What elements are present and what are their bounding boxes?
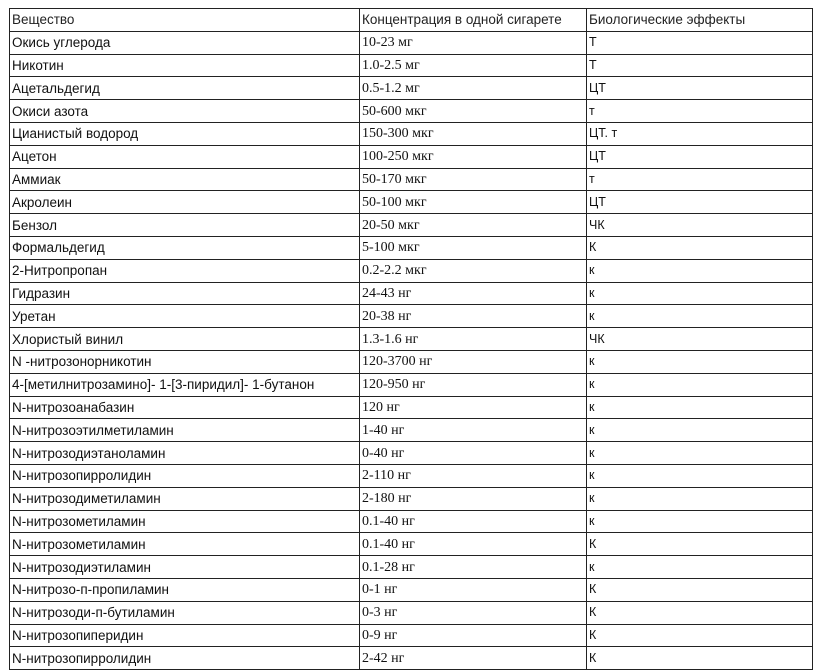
header-concentration: Концентрация в одной сигарете — [360, 9, 587, 32]
cell-concentration: 2-110 нг — [360, 464, 587, 487]
table-row — [10, 464, 813, 487]
cell-effect: к — [587, 305, 813, 328]
cell-effect: к — [587, 396, 813, 419]
cell-substance: N-нитрозоэтилметиламин — [10, 419, 360, 442]
cell-concentration: 0-40 нг — [360, 442, 587, 465]
cell-substance: 2-Нитропропан — [10, 259, 360, 282]
cell-substance: N-нитрозопиперидин — [10, 624, 360, 647]
cell-substance: N-нитрозодиметиламин — [10, 487, 360, 510]
cell-effect: К — [587, 624, 813, 647]
cell-concentration: 5-100 мкг — [360, 236, 587, 259]
cell-effect: К — [587, 533, 813, 556]
cell-substance: N-нитрозо-п-пропиламин — [10, 578, 360, 601]
table-row — [10, 487, 813, 510]
cell-concentration: 120 нг — [360, 396, 587, 419]
table-row — [10, 259, 813, 282]
cell-effect: т — [587, 100, 813, 123]
cell-substance: Формальдегид — [10, 236, 360, 259]
cell-substance: N-нитрозодиэтаноламин — [10, 442, 360, 465]
cell-concentration: 0.1-40 нг — [360, 533, 587, 556]
cell-concentration: 100-250 мкг — [360, 145, 587, 168]
cell-effect: к — [587, 442, 813, 465]
cell-substance: Ацетон — [10, 145, 360, 168]
cell-effect: к — [587, 487, 813, 510]
cell-effect: К — [587, 578, 813, 601]
cell-concentration: 0-9 нг — [360, 624, 587, 647]
substances-table-container — [9, 8, 813, 670]
cell-effect: К — [587, 647, 813, 670]
cell-concentration: 150-300 мкг — [360, 122, 587, 145]
table-row — [10, 54, 813, 77]
table-row — [10, 350, 813, 373]
cell-substance: N-нитрозометиламин — [10, 533, 360, 556]
cell-effect: Т — [587, 54, 813, 77]
table-header-row — [10, 9, 813, 32]
table-row — [10, 122, 813, 145]
cell-concentration: 120-3700 нг — [360, 350, 587, 373]
table-row — [10, 556, 813, 579]
cell-effect: к — [587, 419, 813, 442]
cell-effect: т — [587, 168, 813, 191]
cell-concentration: 0.2-2.2 мкг — [360, 259, 587, 282]
cell-substance: Окись углерода — [10, 31, 360, 54]
cell-concentration: 0-1 нг — [360, 578, 587, 601]
cell-effect: к — [587, 556, 813, 579]
header-biological-effects: Биологические эффекты — [587, 9, 813, 32]
cell-effect: Т — [587, 31, 813, 54]
table-row — [10, 31, 813, 54]
table-row — [10, 191, 813, 214]
table-row — [10, 282, 813, 305]
table-row — [10, 601, 813, 624]
table-row — [10, 214, 813, 237]
table-row — [10, 168, 813, 191]
cell-effect: к — [587, 282, 813, 305]
cell-substance: Цианистый водород — [10, 122, 360, 145]
table-row — [10, 647, 813, 670]
table-row — [10, 373, 813, 396]
table-row — [10, 624, 813, 647]
table-row — [10, 533, 813, 556]
cell-substance: Аммиак — [10, 168, 360, 191]
cell-substance: N-нитрозометиламин — [10, 510, 360, 533]
table-body — [10, 31, 813, 669]
cell-effect: ЦТ. т — [587, 122, 813, 145]
cell-concentration: 1.3-1.6 нг — [360, 328, 587, 351]
table-row — [10, 236, 813, 259]
cell-substance: N -нитрозонорникотин — [10, 350, 360, 373]
cell-concentration: 50-170 мкг — [360, 168, 587, 191]
table-row — [10, 510, 813, 533]
table-row — [10, 100, 813, 123]
table-row — [10, 328, 813, 351]
cell-concentration: 20-38 нг — [360, 305, 587, 328]
cell-substance: N-нитрозодиэтиламин — [10, 556, 360, 579]
table-row — [10, 419, 813, 442]
cell-effect: К — [587, 601, 813, 624]
cell-substance: Ацетальдегид — [10, 77, 360, 100]
cell-effect: к — [587, 373, 813, 396]
table-row — [10, 578, 813, 601]
cell-substance: Хлористый винил — [10, 328, 360, 351]
table-row — [10, 145, 813, 168]
cell-effect: ЦТ — [587, 77, 813, 100]
cell-effect: к — [587, 259, 813, 282]
cell-concentration: 2-180 нг — [360, 487, 587, 510]
cell-substance: N-нитрозопирролидин — [10, 464, 360, 487]
cell-effect: к — [587, 350, 813, 373]
cell-substance: Окиси азота — [10, 100, 360, 123]
cell-effect: К — [587, 236, 813, 259]
cell-concentration: 0.1-28 нг — [360, 556, 587, 579]
cell-concentration: 24-43 нг — [360, 282, 587, 305]
cell-substance: Уретан — [10, 305, 360, 328]
cell-concentration: 1.0-2.5 мг — [360, 54, 587, 77]
cell-substance: 4-[метилнитрозамино]- 1-[3-пиридил]- 1-бутанон — [10, 373, 360, 396]
cell-substance: Акролеин — [10, 191, 360, 214]
cell-concentration: 0-3 нг — [360, 601, 587, 624]
table-row — [10, 77, 813, 100]
cell-concentration: 50-100 мкг — [360, 191, 587, 214]
cell-substance: Бензол — [10, 214, 360, 237]
cell-substance: N-нитрозопирролидин — [10, 647, 360, 670]
cell-effect: ЧК — [587, 328, 813, 351]
cell-concentration: 2-42 нг — [360, 647, 587, 670]
cell-effect: к — [587, 510, 813, 533]
table-row — [10, 442, 813, 465]
cell-effect: ЦТ — [587, 191, 813, 214]
table-row — [10, 396, 813, 419]
cell-concentration: 120-950 нг — [360, 373, 587, 396]
header-substance: Вещество — [10, 9, 360, 32]
cell-concentration: 10-23 мг — [360, 31, 587, 54]
cell-effect: ЧК — [587, 214, 813, 237]
cell-substance: N-нитрозоанабазин — [10, 396, 360, 419]
cell-substance: N-нитрозоди-п-бутиламин — [10, 601, 360, 624]
cell-concentration: 0.5-1.2 мг — [360, 77, 587, 100]
cell-concentration: 50-600 мкг — [360, 100, 587, 123]
cell-substance: Гидразин — [10, 282, 360, 305]
cell-concentration: 0.1-40 нг — [360, 510, 587, 533]
cell-effect: к — [587, 464, 813, 487]
substances-table — [9, 8, 813, 670]
cell-concentration: 1-40 нг — [360, 419, 587, 442]
cell-concentration: 20-50 мкг — [360, 214, 587, 237]
table-row — [10, 305, 813, 328]
cell-effect: ЦТ — [587, 145, 813, 168]
cell-substance: Никотин — [10, 54, 360, 77]
